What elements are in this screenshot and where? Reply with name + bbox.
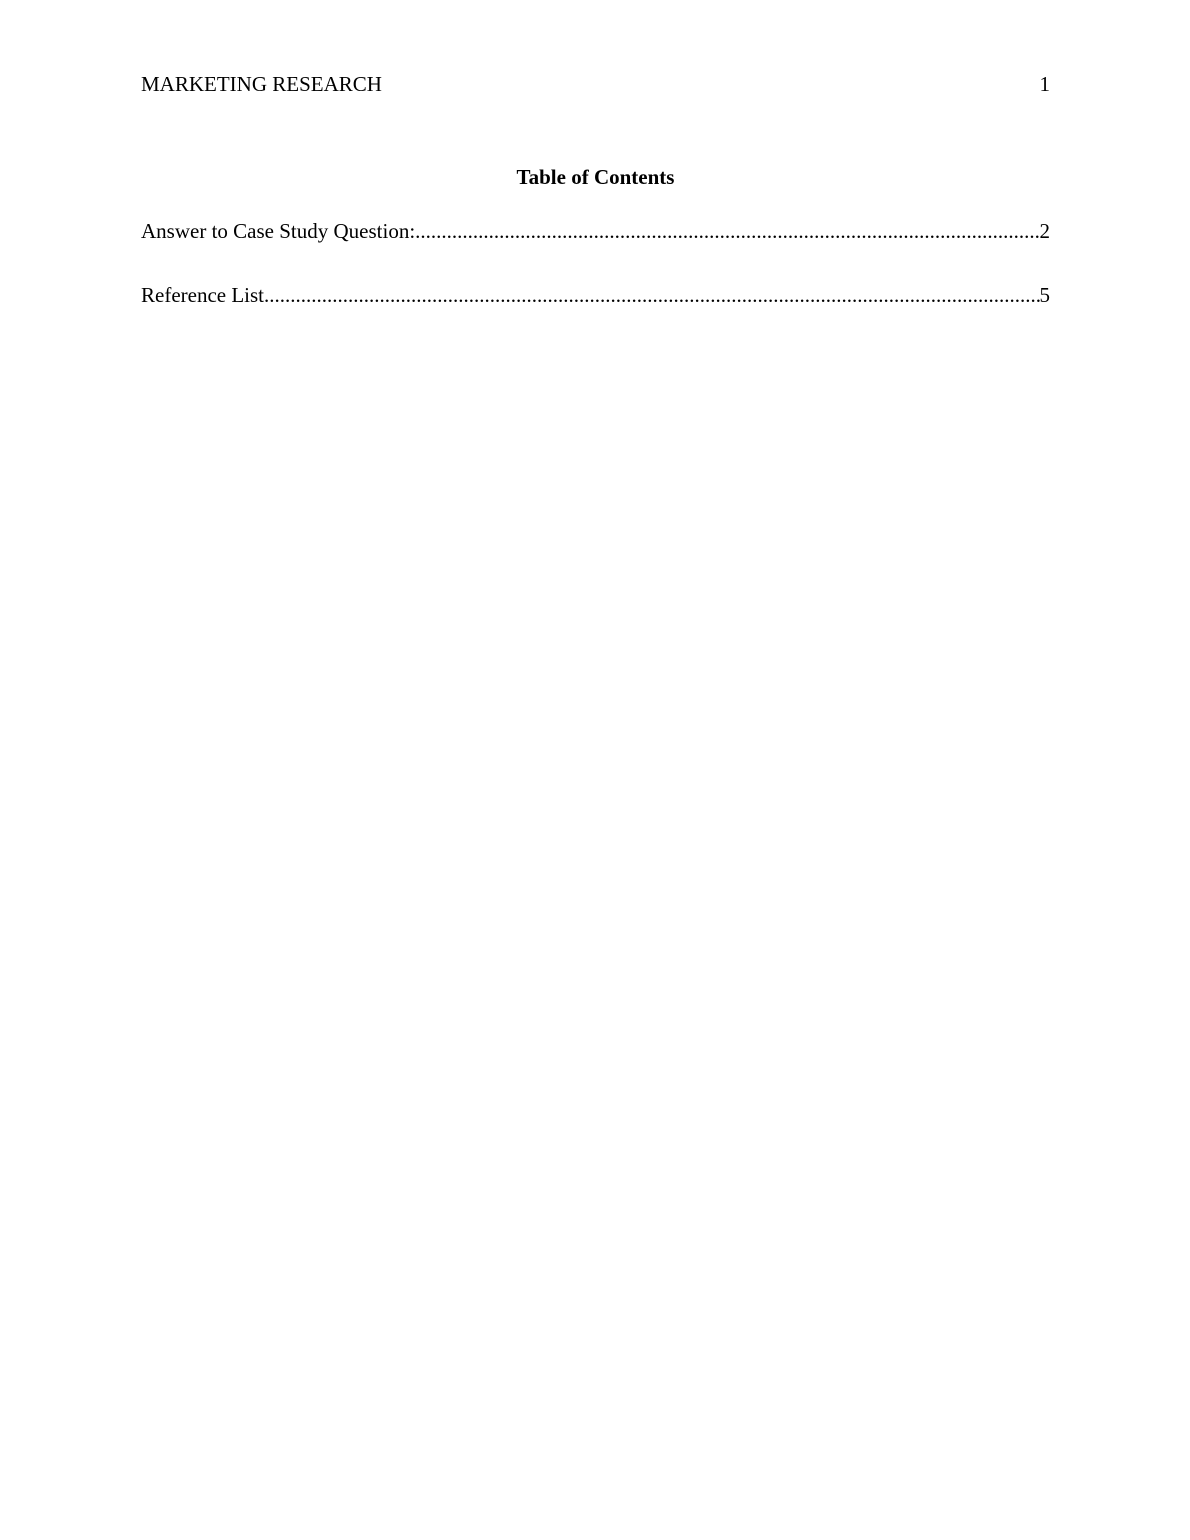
toc-entry-page: 5 — [1039, 283, 1050, 307]
running-header-title: MARKETING RESEARCH — [141, 72, 382, 96]
toc-list — [141, 216, 1050, 344]
running-header — [141, 70, 1050, 98]
toc-entry-page: 2 — [1039, 219, 1050, 243]
toc-dot-leader — [415, 216, 1039, 246]
toc-entry-label: Answer to Case Study Question: — [141, 219, 416, 243]
toc-entry-answer-to-case-study[interactable] — [141, 216, 1050, 280]
toc-heading: Table of Contents — [516, 165, 675, 189]
toc-entry-reference-list[interactable] — [141, 280, 1050, 344]
toc-dot-leader — [264, 280, 1039, 310]
toc-entry-label: Reference List — [141, 283, 265, 307]
page-number: 1 — [1039, 72, 1050, 96]
